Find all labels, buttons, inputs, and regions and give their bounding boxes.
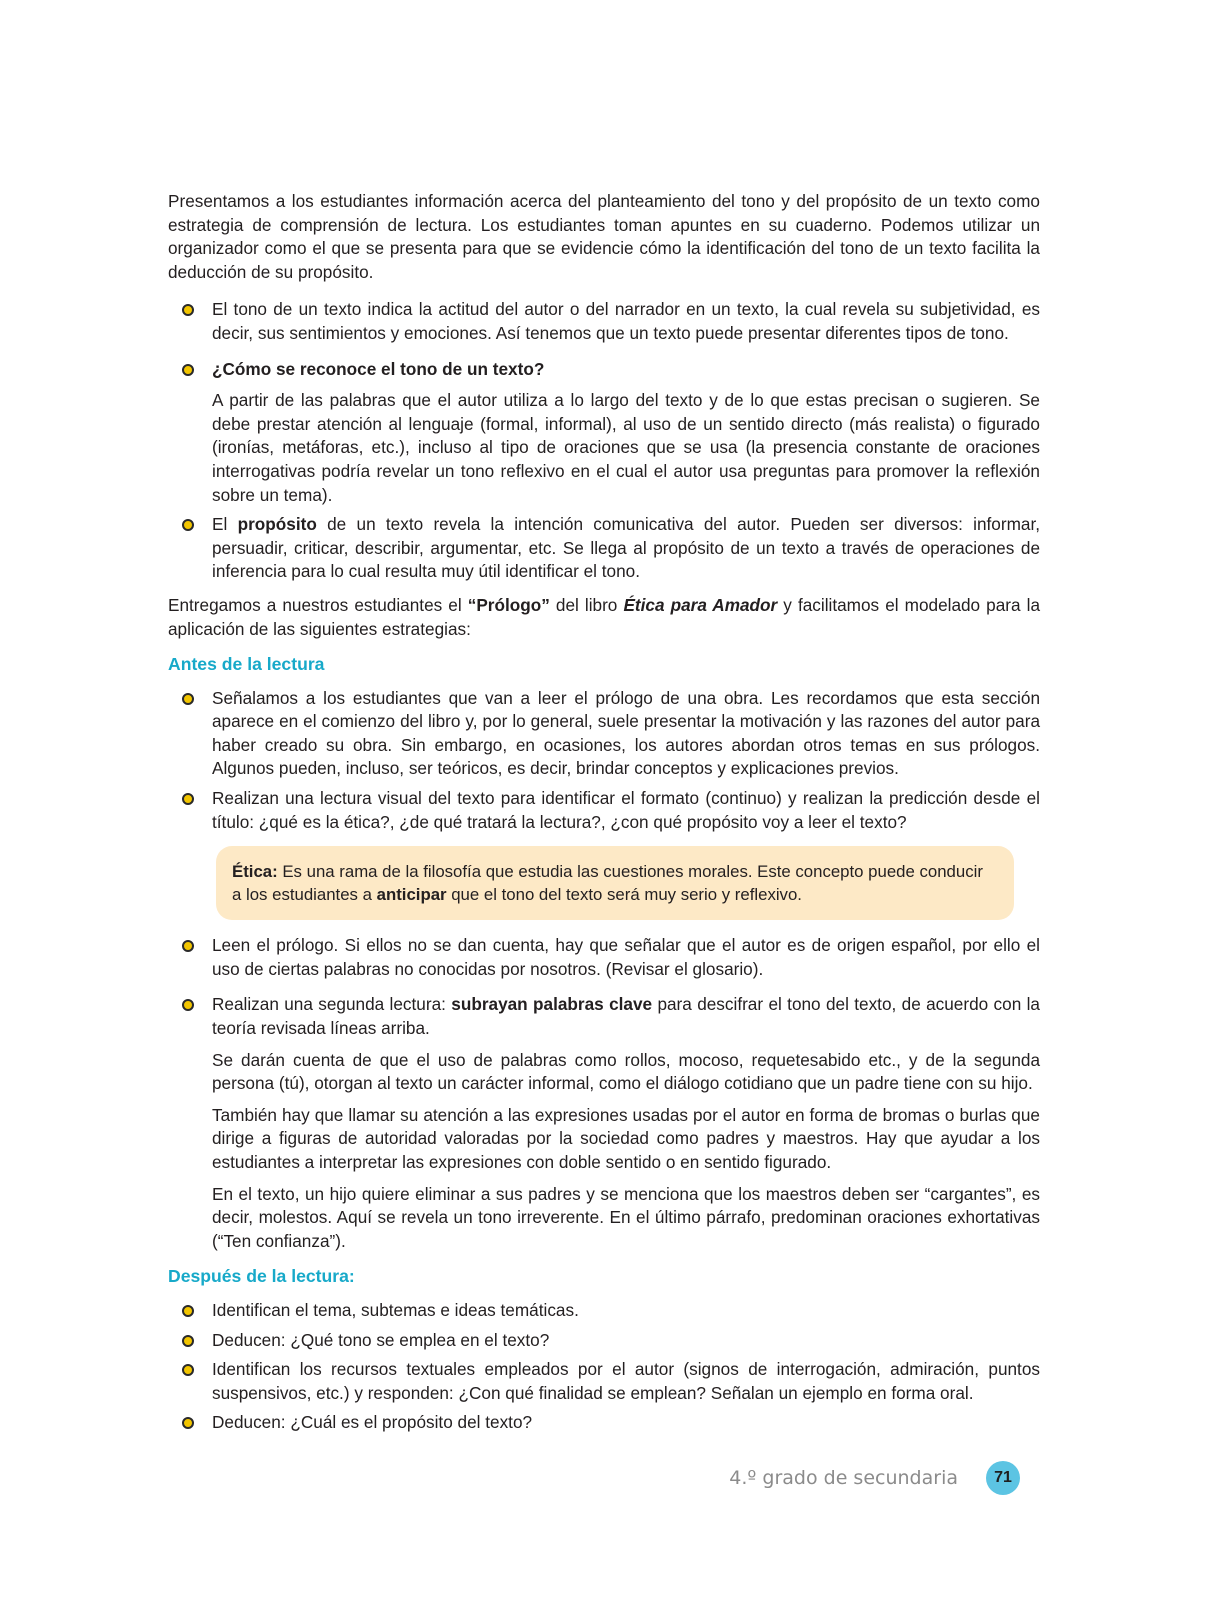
callout-text: Ética: Es una rama de la filosofía que estudia las cuestiones morales. Este concepto puede conducir a los estudiantes a anticipar que el tono del texto será muy serio y reflexivo. xyxy=(232,862,983,905)
list-item-text: Identifican los recursos textuales empleados por el autor (signos de interrogación, admiración, puntos suspensivos, etc.) y responden: ¿Con qué finalidad se emplean? Señalan un ejemplo en forma oral. xyxy=(212,1359,1040,1403)
list-item-text: El tono de un texto indica la actitud del autor o del narrador en un texto, la cual revela su subjetividad, es decir, sus sentimientos y emociones. Así tenemos que un texto puede presentar diferentes tipos de tono. xyxy=(212,299,1040,343)
list-item xyxy=(168,1329,1040,1353)
intro-paragraph: Presentamos a los estudiantes información acerca del planteamiento del tono y del propósito de un texto como estrategia de comprensión de lectura. Los estudiantes toman apuntes en su cuaderno. Podemos utilizar un organizador como el que se presenta para que se evidencie cómo la identificación del tono de un texto facilita la deducción de su propósito. xyxy=(168,191,1040,282)
bullet-icon xyxy=(182,519,194,531)
list-item-text: Identifican el tema, subtemas e ideas temáticas. xyxy=(212,1299,579,1320)
section-heading-despues: Después de la lectura: xyxy=(168,1266,355,1287)
list-item xyxy=(168,993,1040,1253)
list-item-text: También hay que llamar su atención a las expresiones usadas por el autor en forma de bromas o burlas que dirige a figuras de autoridad valoradas por la sociedad como padres y maestros. Hay que ayudar a los estudiantes a interpretar las expresiones con doble sentido o en sentido figurado. xyxy=(212,1104,1040,1172)
list-item-text: En el texto, un hijo quiere eliminar a sus padres y se menciona que los maestros deben ser “cargantes”, es decir, molestos. Aquí se revela un tono irreverente. En el último párrafo, predominan oraciones exhortativas (“Ten confianza”). xyxy=(212,1183,1040,1251)
page-number-badge: 71 xyxy=(986,1461,1020,1495)
list-item xyxy=(168,787,1040,834)
reading-list xyxy=(168,934,1040,1253)
grade-label: 4.º grado de secundaria xyxy=(729,1467,958,1489)
bullet-icon xyxy=(182,693,194,705)
list-item-text: A partir de las palabras que el autor utiliza a lo largo del texto y de lo que estas precisan o sugieren. Se debe prestar atención al lenguaje (formal, informal), al uso de un sentido directo (más realista) o figurado (ironías, metáforas, etc.), incluso al tipo de oraciones que se usa (la presencia constante de oraciones interrogativas podría revelar un tono reflexivo en el cual el autor usa preguntas para promover la reflexión sobre un tema). xyxy=(212,390,1040,505)
bullet-icon xyxy=(182,999,194,1011)
bullet-icon xyxy=(182,793,194,805)
bullet-icon xyxy=(182,940,194,952)
list-item-text: Realizan una lectura visual del texto para identificar el formato (continuo) y realizan la predicción desde el título: ¿qué es la ética?, ¿de qué tratará la lectura?, ¿con qué propósito voy a leer el texto? xyxy=(212,788,1040,832)
ethics-callout xyxy=(216,846,1014,920)
list-item-title: ¿Cómo se reconoce el tono de un texto? xyxy=(212,358,545,379)
list-item xyxy=(168,298,1040,345)
before-reading-list xyxy=(168,687,1040,835)
list-item xyxy=(168,358,1040,508)
bullet-icon xyxy=(182,1417,194,1429)
list-item xyxy=(168,1299,1040,1323)
list-item xyxy=(168,1358,1040,1405)
bullet-icon xyxy=(182,364,194,376)
list-item xyxy=(168,934,1040,981)
list-item-text: El propósito de un texto revela la intención comunicativa del autor. Pueden ser diversos: informar, persuadir, criticar, describir, argumentar, etc. Se llega al propósito de un texto a través de operaciones de inferencia para lo cual resulta muy útil identificar el tono. xyxy=(212,514,1040,582)
tone-purpose-list xyxy=(168,298,1040,584)
list-item-text: Leen el prólogo. Si ellos no se dan cuenta, hay que señalar que el autor es de origen español, por ello el uso de ciertas palabras no conocidas por nosotros. (Revisar el glosario). xyxy=(212,935,1040,979)
bullet-icon xyxy=(182,1335,194,1347)
list-item xyxy=(168,687,1040,781)
strategy-paragraph: Entregamos a nuestros estudiantes el “Prólogo” del libro Ética para Amador y facilitamos el modelado para la aplicación de las siguientes estrategias: xyxy=(168,594,1041,639)
list-item-text: Señalamos a los estudiantes que van a leer el prólogo de una obra. Les recordamos que esta sección aparece en el comienzo del libro y, por lo general, suele presentar la motivación y las razones del autor para haber creado su obra. Sin embargo, en ocasiones, los autores abordan otros temas en sus prólogos. Algunos pueden, incluso, ser teóricos, es decir, brindar conceptos y explicaciones previos. xyxy=(212,687,1040,779)
bullet-icon xyxy=(182,1364,194,1376)
bullet-icon xyxy=(182,304,194,316)
list-item-text: Deducen: ¿Cuál es el propósito del texto? xyxy=(212,1412,533,1433)
main-content xyxy=(168,190,1040,1441)
list-item xyxy=(168,1411,1040,1435)
list-item-text: Realizan una segunda lectura: subrayan palabras clave para descifrar el tono del texto, de acuerdo con la teoría revisada líneas arriba. xyxy=(212,994,1040,1039)
list-item-text: Se darán cuenta de que el uso de palabras como rollos, mocoso, requetesabido etc., y de la segunda persona (tú), otorgan al texto un carácter informal, como el diálogo cotidiano que un padre tiene con su hijo. xyxy=(212,1049,1040,1094)
page-footer xyxy=(729,1461,1020,1495)
list-item-text: Deducen: ¿Qué tono se emplea en el texto? xyxy=(212,1329,550,1350)
section-heading-antes: Antes de la lectura xyxy=(168,654,325,675)
after-reading-list xyxy=(168,1299,1040,1435)
bullet-icon xyxy=(182,1305,194,1317)
list-item xyxy=(168,513,1040,584)
